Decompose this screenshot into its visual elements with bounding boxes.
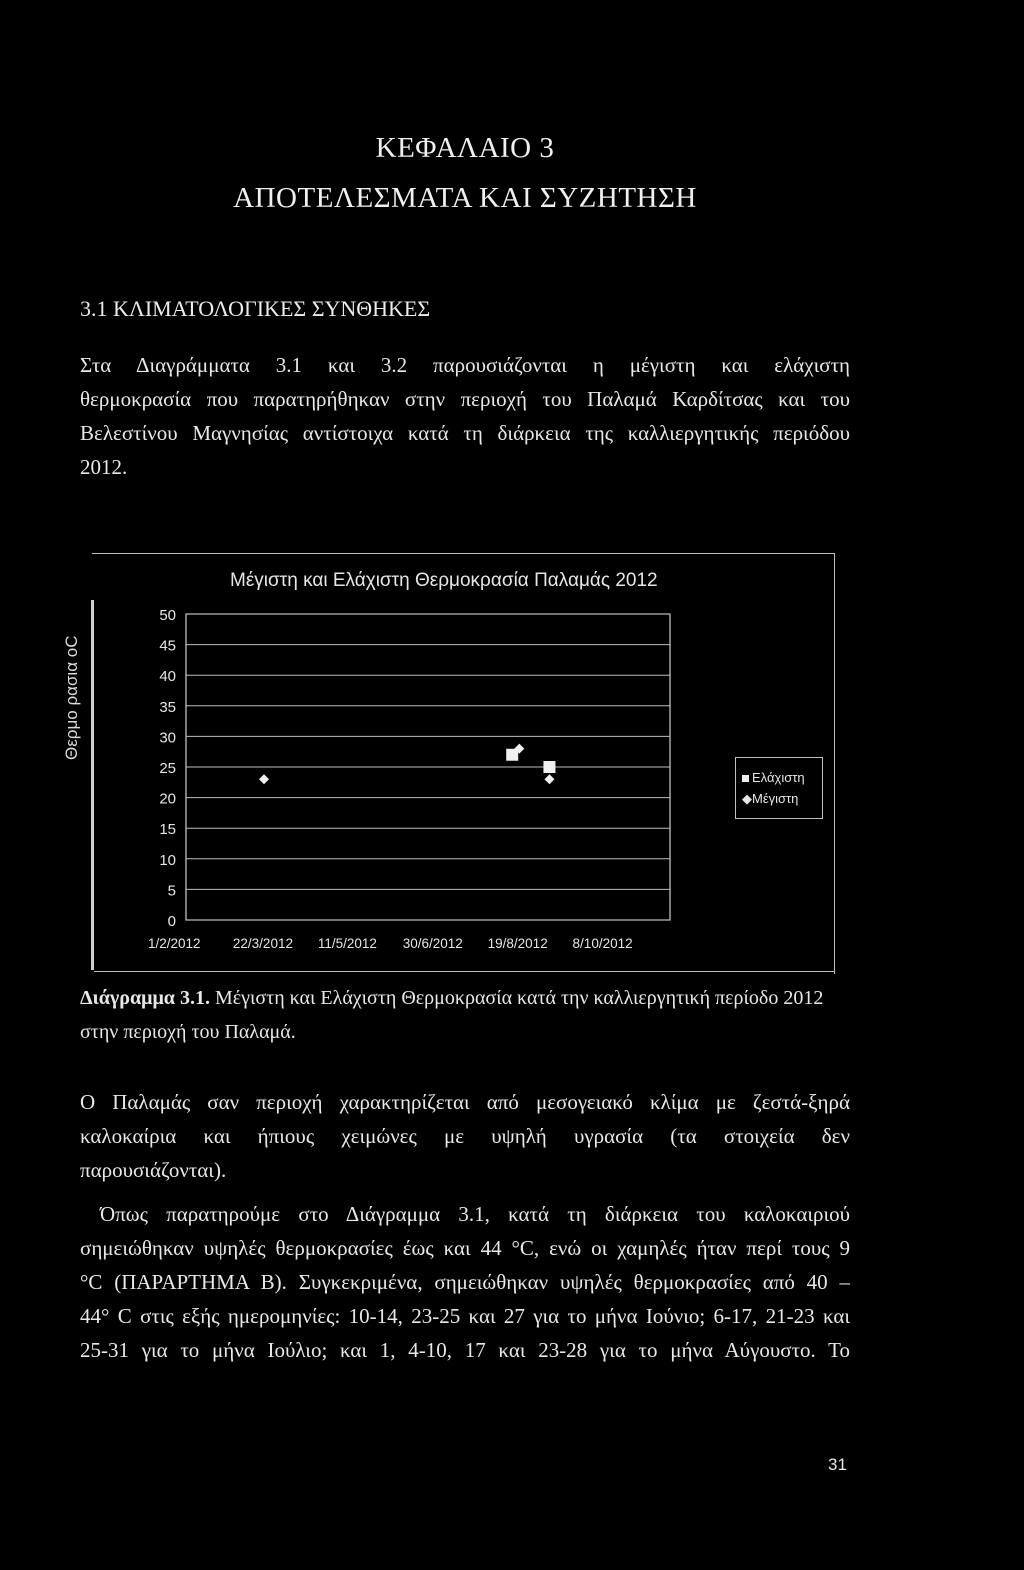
- y-tick-label: 10: [159, 851, 176, 869]
- legend-label-max: Μέγιστη: [752, 791, 799, 806]
- y-tick-label: 35: [159, 698, 176, 716]
- intro-line: θερμοκρασία που παρατηρήθηκαν στην περιοχή του Παλαμά Καρδίτσας και του: [80, 387, 850, 411]
- observation-line: °C (ΠΑΡΑΡΤΗΜΑ Β). Συγκεκριμένα, σημειώθηκαν υψηλές θερμοκρασίες από 40 –: [80, 1270, 850, 1294]
- intro-line: 2012.: [80, 455, 128, 479]
- caption-label: Διάγραμμα 3.1.: [80, 987, 210, 1009]
- chart-title: Μέγιστη και Ελάχιστη Θερμοκρασία Παλαμάς 2012: [230, 570, 658, 591]
- x-tick-label: 1/2/2012: [148, 936, 201, 951]
- x-tick-label: 19/8/2012: [487, 936, 548, 951]
- y-tick-label: 50: [159, 607, 176, 624]
- section-title: 3.1 ΚΛΙΜΑΤΟΛΟΓΙΚΕΣ ΣΥΝΘΗΚΕΣ: [80, 296, 431, 321]
- climate-paragraph: [80, 1085, 850, 1187]
- y-tick-label: 40: [159, 668, 176, 686]
- caption-text: Μέγιστη και Ελάχιστη Θερμοκρασία κατά την καλλιεργητική περίοδο 2012: [214, 987, 824, 1009]
- diamond-marker-icon: ◆: [742, 791, 752, 806]
- intro-line: Βελεστίνου Μαγνησίας αντίστοιχα κατά τη διάρκεια της καλλιεργητικής περιόδου: [80, 421, 850, 445]
- max-temperature-point: [259, 774, 269, 784]
- observation-line: Όπως παρατηρούμε στο Διάγραμμα 3.1, κατά τη διάρκεια του καλοκαιριού: [100, 1202, 850, 1226]
- x-tick-label: 30/6/2012: [402, 936, 463, 951]
- y-tick-label: 45: [159, 637, 176, 655]
- legend-item-min: [742, 770, 805, 785]
- figure-caption: [80, 981, 860, 1015]
- observation-line: 44° C στις εξής ημερομηνίες: 10-14, 23-25 και 27 για το μήνα Ιούνιο; 6-17, 21-23 και: [80, 1304, 850, 1328]
- chapter-heading: ΚΕΦΑΛΑΙΟ 3: [375, 132, 555, 164]
- figure-caption-line2: [80, 1015, 860, 1049]
- chart-legend: [735, 757, 823, 819]
- chart-y-axis-title: Θερμο ρασια οC: [61, 635, 81, 760]
- x-tick-label: 8/10/2012: [572, 936, 633, 951]
- y-tick-label: 25: [159, 760, 176, 777]
- min-temperature-point: [543, 761, 555, 773]
- intro-line: Στα Διαγράμματα 3.1 και 3.2 παρουσιάζονται η μέγιστη και ελάχιστη: [80, 353, 850, 377]
- y-tick-label: 15: [159, 821, 176, 839]
- caption-text-2: στην περιοχή του Παλαμά.: [80, 1021, 296, 1043]
- climate-line: Ο Παλαμάς σαν περιοχή χαρακτηρίζεται από μεσογειακό κλίμα με ζεστά-ξηρά: [80, 1090, 850, 1114]
- y-tick-label: 20: [159, 790, 176, 808]
- climate-line: καλοκαίρια και ήπιους χειμώνες με υψηλή υγρασία (τα στοιχεία δεν: [80, 1124, 850, 1148]
- square-marker-icon: [742, 775, 749, 782]
- observation-line: σημειώθηκαν υψηλές θερμοκρασίες έως και 44 °C, ενώ οι χαμηλές ήταν περί τους 9: [80, 1236, 850, 1260]
- legend-label-min: Ελάχιστη: [752, 770, 805, 785]
- chapter-title: ΑΠΟΤΕΛΕΣΜΑΤΑ ΚΑΙ ΣΥΖΗΤΗΣΗ: [233, 182, 697, 214]
- climate-line: παρουσιάζονται).: [80, 1158, 227, 1182]
- y-tick-label: 5: [167, 882, 176, 900]
- y-tick-label: 30: [159, 729, 176, 747]
- legend-item-max: [742, 791, 798, 807]
- y-tick-label: 0: [167, 913, 176, 930]
- max-temperature-point: [544, 774, 554, 784]
- observation-paragraph: [80, 1197, 850, 1367]
- page-number: 31: [828, 1455, 847, 1474]
- x-tick-label: 11/5/2012: [317, 936, 377, 951]
- x-tick-label: 22/3/2012: [232, 936, 293, 951]
- observation-line: 25-31 για το μήνα Ιούλιο; και 1, 4-10, 17 και 23-28 για το μήνα Αύγουστο. Το: [80, 1338, 850, 1362]
